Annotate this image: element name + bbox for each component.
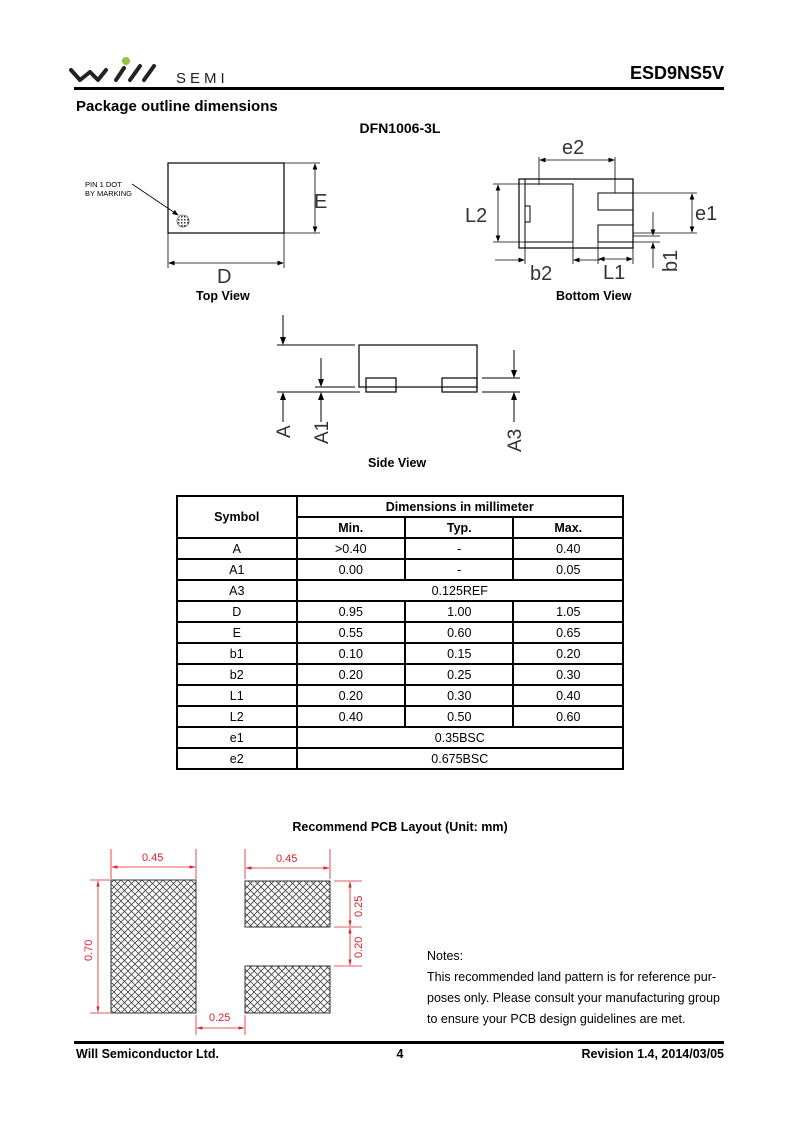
- dim-e2-label: e2: [562, 137, 585, 159]
- cell-max: 0.05: [513, 559, 623, 580]
- cell-max: 0.20: [513, 643, 623, 664]
- cell-value-merged: 0.35BSC: [297, 727, 623, 748]
- cell-min: 0.40: [297, 706, 406, 727]
- cell-symbol: A: [177, 538, 297, 559]
- pcb-dim-height: 0.70: [83, 939, 95, 961]
- table-row: [177, 685, 623, 706]
- cell-typ: 1.00: [405, 601, 513, 622]
- cell-min: >0.40: [297, 538, 406, 559]
- cell-max: 0.40: [513, 685, 623, 706]
- notes: [427, 946, 720, 1030]
- cell-typ: -: [405, 538, 513, 559]
- section-title: Package outline dimensions: [76, 98, 278, 115]
- notes-line: This recommended land pattern is for reference pur-: [427, 970, 717, 984]
- cell-typ: 0.15: [405, 643, 513, 664]
- cell-typ: -: [405, 559, 513, 580]
- typ-header: Typ.: [405, 517, 513, 538]
- cell-min: 0.00: [297, 559, 406, 580]
- part-number: ESD9NS5V: [629, 63, 724, 83]
- pcb-pad-left: [111, 880, 196, 1013]
- cell-symbol: L1: [177, 685, 297, 706]
- cell-symbol: E: [177, 622, 297, 643]
- cell-typ: 0.60: [405, 622, 513, 643]
- footer-company: Will Semiconductor Ltd.: [76, 1047, 219, 1061]
- pcb-title: Recommend PCB Layout (Unit: mm): [292, 820, 508, 834]
- pcb-dim-gap-vertical: 0.20: [353, 936, 365, 958]
- cell-symbol: A1: [177, 559, 297, 580]
- dim-d-label: D: [217, 266, 232, 288]
- cell-symbol: b2: [177, 664, 297, 685]
- dim-e-label: E: [314, 191, 328, 213]
- cell-max: 1.05: [513, 601, 623, 622]
- notes-line: poses only. Please consult your manufacturing group: [427, 991, 720, 1005]
- dim-e1-label: e1: [695, 203, 718, 225]
- cell-typ: 0.50: [405, 706, 513, 727]
- cell-min: 0.55: [297, 622, 406, 643]
- pcb-pad-bottom-right: [245, 966, 330, 1013]
- pcb-dim-pad-height: 0.25: [353, 895, 365, 917]
- dim-b1-label: b1: [660, 249, 682, 272]
- notes-line: to ensure your PCB design guidelines are met.: [427, 1012, 686, 1026]
- dim-l2-label: L2: [465, 205, 488, 227]
- bottom-view-label: Bottom View: [556, 289, 632, 303]
- min-header: Min.: [297, 517, 406, 538]
- cell-typ: 0.30: [405, 685, 513, 706]
- footer-rule: [74, 1041, 724, 1044]
- pcb-dim-gap-horizontal: 0.25: [209, 1012, 231, 1024]
- footer-revision: Revision 1.4, 2014/03/05: [581, 1047, 724, 1061]
- package-name: DFN1006-3L: [359, 120, 441, 136]
- footer-page-number: 4: [396, 1047, 404, 1061]
- header-rule: [74, 87, 724, 90]
- cell-symbol: b1: [177, 643, 297, 664]
- pcb-pad-top-right: [245, 881, 330, 927]
- dim-a1-label: A1: [312, 420, 333, 444]
- table-row: [177, 727, 623, 748]
- logo-dot: [122, 57, 130, 65]
- notes-heading: Notes:: [427, 949, 464, 963]
- cell-max: 0.65: [513, 622, 623, 643]
- pcb-dim-left-width: 0.45: [142, 852, 164, 864]
- pin1-dot: [177, 215, 189, 227]
- will-logo: [68, 56, 178, 88]
- pin-note-line2: BY MARKING: [85, 189, 132, 198]
- symbol-header: Symbol: [177, 496, 297, 538]
- cell-typ: 0.25: [405, 664, 513, 685]
- top-view-label: Top View: [196, 289, 250, 303]
- table-row: [177, 538, 623, 559]
- table-row: [177, 580, 623, 601]
- max-header: Max.: [513, 517, 623, 538]
- table-row: [177, 748, 623, 769]
- cell-min: 0.20: [297, 685, 406, 706]
- bottom-view-drawing: [455, 132, 725, 287]
- cell-min: 0.10: [297, 643, 406, 664]
- cell-min: 0.95: [297, 601, 406, 622]
- pin-note-line1: PIN 1 DOT: [85, 180, 122, 189]
- dim-a-label: A: [274, 425, 295, 438]
- table-row: [177, 643, 623, 664]
- top-view-drawing: [70, 150, 350, 290]
- pcb-dim-right-width: 0.45: [276, 853, 298, 865]
- cell-min: 0.20: [297, 664, 406, 685]
- cell-value-merged: 0.125REF: [297, 580, 623, 601]
- brand-text: SEMI: [176, 70, 229, 87]
- cell-max: 0.40: [513, 538, 623, 559]
- cell-max: 0.30: [513, 664, 623, 685]
- dim-a3-label: A3: [505, 428, 526, 452]
- side-view-drawing: [270, 310, 535, 455]
- dim-b2-label: b2: [530, 263, 553, 285]
- group-header: Dimensions in millimeter: [297, 496, 623, 517]
- pcb-layout-drawing: [72, 845, 372, 1035]
- table-row: [177, 664, 623, 685]
- dim-l1-label: L1: [603, 262, 626, 284]
- cell-symbol: L2: [177, 706, 297, 727]
- table-row: [177, 601, 623, 622]
- side-view-label: Side View: [368, 456, 427, 470]
- table-row: [177, 559, 623, 580]
- cell-value-merged: 0.675BSC: [297, 748, 623, 769]
- cell-symbol: e1: [177, 727, 297, 748]
- dimensions-table: [176, 495, 624, 770]
- cell-symbol: e2: [177, 748, 297, 769]
- table-row: [177, 622, 623, 643]
- cell-symbol: A3: [177, 580, 297, 601]
- cell-symbol: D: [177, 601, 297, 622]
- cell-max: 0.60: [513, 706, 623, 727]
- table-row: [177, 706, 623, 727]
